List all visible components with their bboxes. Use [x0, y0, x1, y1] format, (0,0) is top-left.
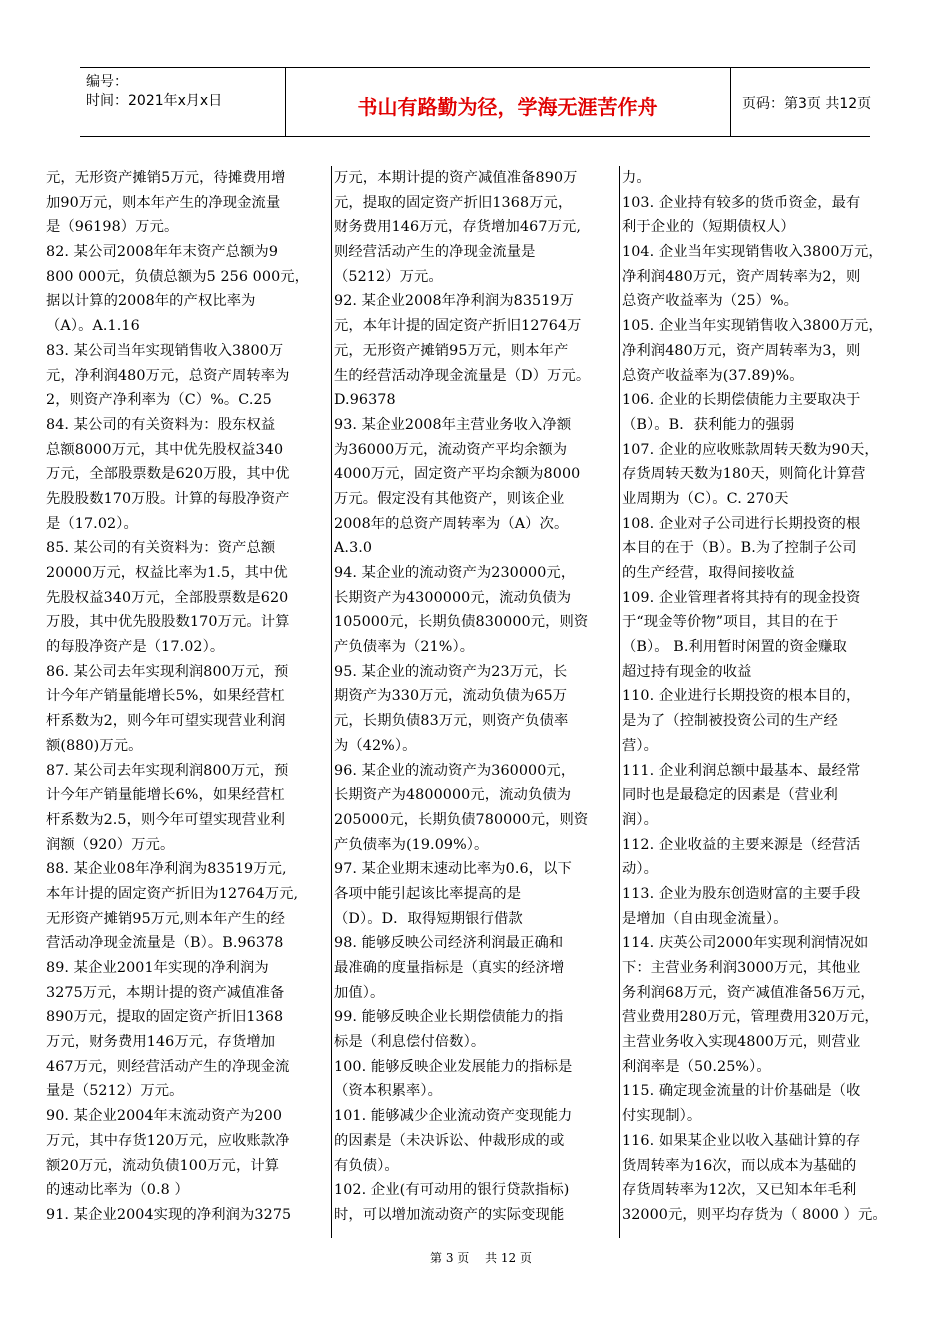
- text-line: 业周期为（C）。C. 270天: [622, 490, 789, 507]
- text-line: 无形资产摊销95万元,则本年产生的经: [46, 910, 285, 927]
- text-line: 营业费用280万元，管理费用320万元，: [622, 1009, 879, 1026]
- text-line: 利润率是（50.25%）。: [622, 1058, 771, 1075]
- text-line: 205000元，长期负债780000元，则资: [334, 811, 589, 828]
- text-line: 115. 确定现金流量的计价基础是（收: [622, 1083, 861, 1100]
- text-line: 91. 某企业2004实现的净利润为3275: [46, 1206, 292, 1223]
- text-line: 99. 能够反映企业长期偿债能力的指: [334, 1009, 564, 1026]
- text-line: 加90万元，则本年产生的净现金流量: [46, 194, 281, 211]
- text-line: 元，提取的固定资产折旧1368万元，: [334, 194, 573, 211]
- text-line: 计今年产销量能增长6%，如果经营杠: [46, 787, 285, 804]
- text-line: 总额8000万元，其中优先股权益340: [46, 441, 284, 458]
- text-line: 本目的在于（B）。B.为了控制子公司: [622, 540, 857, 557]
- text-line: 104. 企业当年实现销售收入3800万元，: [622, 244, 883, 261]
- text-line: 是增加（自由现金流量）。: [622, 910, 788, 927]
- text-line: 财务费用146万元，存货增加467万元,: [334, 219, 581, 236]
- text-column-3: [622, 166, 908, 1241]
- text-line: 106. 企业的长期偿债能力主要取决于: [622, 392, 861, 409]
- text-line: 元，无形资产摊销95万元，则本年产: [334, 342, 569, 359]
- text-line: 长期资产为4300000元，流动负债为: [334, 589, 572, 606]
- text-line: 产负债率为(19.09%）。: [334, 836, 489, 853]
- text-line: 时，可以增加流动资产的实际变现能: [334, 1206, 565, 1223]
- text-line: 的生产经营，取得间接收益: [622, 565, 795, 581]
- text-line: 元，无形资产摊销5万元，待摊费用增: [46, 170, 286, 186]
- text-line: 87. 某公司去年实现利润800万元，预: [46, 762, 289, 779]
- text-line: 467万元，则经营活动产生的净现金流: [46, 1058, 290, 1075]
- text-line: 的因素是（未决诉讼、仲裁形成的或: [334, 1132, 565, 1149]
- text-line: 112. 企业收益的主要来源是（经营活: [622, 836, 861, 853]
- text-line: 116. 如果某企业以收入基础计算的存: [622, 1132, 861, 1149]
- text-line: 32000元，则平均存货为（ 8000 ）元。: [622, 1206, 887, 1223]
- text-line: 3275万元，本期计提的资产减值准备: [46, 984, 285, 1001]
- text-line: 万元，财务费用146万元，存货增加: [46, 1034, 276, 1051]
- text-line: 万元，其中存货120万元，应收账款净: [46, 1132, 290, 1149]
- text-line: 量是（5212）万元。: [46, 1083, 184, 1100]
- text-line: 100. 能够反映企业发展能力的指标是: [334, 1058, 573, 1075]
- text-line: 的每股净资产是（17.02）。: [46, 639, 225, 656]
- page-header: [80, 67, 870, 137]
- text-line: 93. 某企业2008年主营业务收入净额: [334, 416, 572, 433]
- column-divider: [331, 166, 332, 1238]
- text-line: 105. 企业当年实现销售收入3800万元，: [622, 318, 883, 335]
- text-line: 114. 庆英公司2000年实现利润情况如: [622, 935, 869, 952]
- text-line: 元，净利润480万元，总资产周转率为: [46, 367, 290, 384]
- text-line: 总资产收益率为（25）%。: [622, 293, 799, 310]
- text-line: 加值）。: [334, 984, 385, 1001]
- text-line: 额(880)万元。: [46, 737, 143, 754]
- text-line: 万元，本期计提的资产减值准备890万: [334, 170, 578, 186]
- text-line: 105000元，长期负债830000元，则资: [334, 614, 589, 631]
- text-line: 101. 能够减少企业流动资产变现能力: [334, 1108, 573, 1125]
- text-line: 103. 企业持有较多的货币资金，最有: [622, 194, 861, 211]
- text-line: （D）。D．取得短期银行借款: [334, 910, 523, 927]
- text-line: 同时也是最稳定的因素是（营业利: [622, 787, 838, 804]
- text-line: 89. 某企业2001年实现的净利润为: [46, 960, 269, 976]
- text-line: 杆系数为2，则今年可望实现营业利润: [46, 713, 286, 730]
- text-line: 期资产为330万元，流动负债为65万: [334, 688, 568, 705]
- text-line: 82. 某公司2008年年末资产总额为9: [46, 244, 279, 261]
- text-line: 97. 某企业期末速动比率为0.6，以下: [334, 861, 572, 878]
- text-line: 先股权益340万元，全部股票数是620: [46, 589, 289, 606]
- text-line: 下：主营业务利润3000万元，其他业: [622, 960, 861, 976]
- text-line: 主营业务收入实现4800万元，则营业: [622, 1034, 861, 1051]
- text-line: 据以计算的2008年的产权比率为: [46, 293, 256, 310]
- text-line: 90. 某企业2004年末流动资产为200: [46, 1108, 283, 1125]
- text-line: 存货周转天数为180天，则简化计算营: [622, 466, 866, 483]
- header-page-number: 页码：第3页 共12页: [742, 96, 872, 112]
- text-line: 计今年产销量能增长5%，如果经营杠: [46, 688, 285, 705]
- text-line: 111. 企业利润总额中最基本、最经常: [622, 762, 861, 779]
- text-line: 则经营活动产生的净现金流量是: [334, 244, 536, 261]
- header-motto-cell: [285, 68, 731, 136]
- text-line: 超过持有现金的收益: [622, 663, 752, 680]
- text-line: 杆系数为2.5，则今年可望实现营业利: [46, 811, 285, 828]
- document-number-label: 编号：: [86, 74, 128, 90]
- text-line: 96. 某企业的流动资产为360000元，: [334, 762, 576, 779]
- text-line: 润）。: [622, 811, 659, 828]
- text-line: 万元，全部股票数是620万股，其中优: [46, 466, 290, 483]
- text-line: 是（96198）万元。: [46, 219, 179, 236]
- text-line: 2，则资产净利率为（C）%。C.25: [46, 392, 272, 409]
- text-line: （5212）万元。: [334, 268, 443, 285]
- text-line: 2008年的总资产周转率为（A）次。: [334, 515, 569, 532]
- text-line: 产负债率为（21%）。: [334, 639, 475, 656]
- text-line: 84. 某公司的有关资料为：股东权益: [46, 416, 276, 433]
- text-line: 有负债）。: [334, 1157, 399, 1174]
- text-line: 付实现制）。: [622, 1108, 702, 1125]
- motto: 书山有路勤为径，学海无涯苦作舟: [357, 95, 658, 119]
- text-line: 为36000万元，流动资产平均余额为: [334, 441, 568, 458]
- text-line: 存货周转率为12次，又已知本年毛利: [622, 1182, 857, 1199]
- text-line: 为（42%）。: [334, 737, 417, 754]
- text-line: 营）。: [622, 737, 659, 754]
- text-line: 本年计提的固定资产折旧为12764万元,: [46, 885, 299, 902]
- text-column-2: [334, 166, 618, 1241]
- date-label: 时间：2021年x月x日: [86, 93, 223, 109]
- text-line: 86. 某公司去年实现利润800万元，预: [46, 663, 289, 680]
- text-line: 万股，其中优先股股数170万元。计算: [46, 614, 290, 631]
- text-line: 109. 企业管理者将其持有的现金投资: [622, 589, 861, 606]
- text-line: 4000万元，固定资产平均余额为8000: [334, 466, 581, 483]
- text-line: 各项中能引起该比率提高的是: [334, 885, 522, 902]
- text-line: 92. 某企业2008年净利润为83519万: [334, 293, 575, 310]
- text-line: 利于企业的（短期债权人）: [622, 219, 795, 236]
- text-line: （B）。 B.利用暂时闲置的资金赚取: [622, 639, 847, 656]
- text-line: （A）。A.1.16: [46, 318, 140, 335]
- text-line: 102. 企业(有可动用的银行贷款指标): [334, 1182, 570, 1199]
- text-line: 总资产收益率为(37.89)%。: [622, 367, 804, 384]
- text-line: 94. 某企业的流动资产为230000元，: [334, 565, 576, 581]
- text-line: 800 000元，负债总额为5 256 000元，: [46, 268, 310, 285]
- text-line: 98. 能够反映公司经济利润最正确和: [334, 935, 564, 952]
- text-line: 83. 某公司当年实现销售收入3800万: [46, 342, 284, 359]
- text-line: 元，本年计提的固定资产折旧12764万: [334, 318, 582, 335]
- text-line: 元，长期负债83万元，则资产负债率: [334, 713, 569, 730]
- text-line: A.3.0: [334, 540, 373, 557]
- text-line: 长期资产为4800000元，流动负债为: [334, 787, 572, 804]
- text-line: 润额（920）万元。: [46, 836, 175, 853]
- text-line: 货周转率为16次，而以成本为基础的: [622, 1157, 857, 1174]
- text-line: 生的经营活动净现金流量是（D）万元。: [334, 367, 591, 384]
- header-page-cell: [730, 68, 870, 136]
- text-line: 108. 企业对子公司进行长期投资的根: [622, 515, 861, 532]
- text-line: 营活动净现金流量是（B）。B.96378: [46, 935, 284, 952]
- text-line: 力。: [622, 170, 651, 186]
- text-line: 净利润480万元，资产周转率为2，则: [622, 268, 861, 285]
- text-column-1: [46, 166, 330, 1241]
- text-line: 净利润480万元，资产周转率为3，则: [622, 342, 861, 359]
- text-line: 最准确的度量指标是（真实的经济增: [334, 960, 565, 976]
- text-line: 是为了（控制被投资公司的生产经: [622, 713, 838, 730]
- text-line: D.96378: [334, 392, 396, 409]
- text-line: 的速动比率为（0.8 ）: [46, 1182, 189, 1199]
- text-line: 95. 某企业的流动资产为23万元，长: [334, 663, 568, 680]
- text-line: 额20万元，流动负债100万元，计算: [46, 1157, 280, 1174]
- page-footer: [0, 1249, 950, 1266]
- footer-page-total: 共 12 页: [485, 1251, 532, 1265]
- header-info-cell: [80, 68, 286, 136]
- text-line: 先股股数170万股。计算的每股净资产: [46, 490, 290, 507]
- text-line: 标是（利息偿付倍数）。: [334, 1034, 486, 1051]
- column-divider: [619, 166, 620, 1238]
- text-line: （资本积累率）。: [334, 1083, 443, 1100]
- text-line: 万元。假定没有其他资产，则该企业: [334, 490, 565, 507]
- text-line: 110. 企业进行长期投资的根本目的，: [622, 688, 861, 705]
- text-line: 85. 某公司的有关资料为：资产总额: [46, 540, 276, 557]
- text-line: 113. 企业为股东创造财富的主要手段: [622, 885, 861, 902]
- text-line: 88. 某企业08年净利润为83519万元,: [46, 861, 287, 878]
- text-line: 107. 企业的应收账款周转天数为90天，: [622, 441, 879, 458]
- text-line: 是（17.02）。: [46, 515, 138, 532]
- text-line: 20000万元，权益比率为1.5，其中优: [46, 565, 288, 581]
- text-line: 务利润68万元，资产减值准备56万元，: [622, 984, 875, 1001]
- footer-page-number: 第 3 页: [430, 1251, 470, 1265]
- text-line: （B）。B．获利能力的强弱: [622, 416, 795, 433]
- text-line: 于“现金等价物”项目，其目的在于: [622, 614, 839, 631]
- text-line: 890万元，提取的固定资产折旧1368: [46, 1009, 284, 1026]
- text-line: 动）。: [622, 861, 659, 878]
